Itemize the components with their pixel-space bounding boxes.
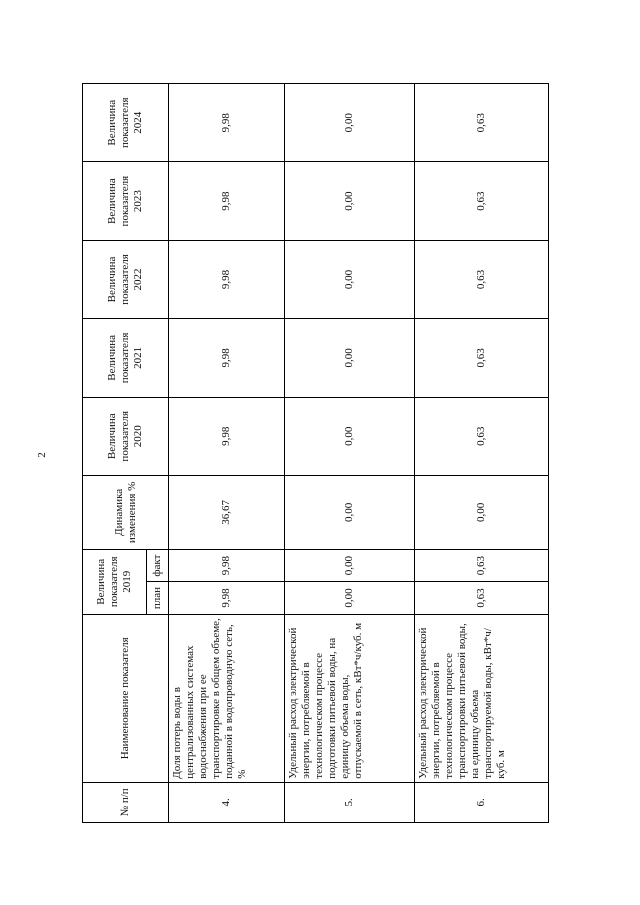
cell-2021: 9,98 (169, 319, 285, 397)
cell-2023: 9,98 (169, 162, 285, 240)
col-header-2023: Величина показателя 2023 (83, 162, 169, 240)
cell-2024: 0,00 (285, 84, 415, 162)
cell-2023: 0,00 (285, 162, 415, 240)
indicators-table-container (82, 83, 549, 823)
cell-plan-2019: 0,63 (415, 582, 549, 614)
table-row (169, 84, 285, 823)
indicators-table (82, 83, 549, 823)
cell-fact-2019: 0,00 (285, 549, 415, 581)
row-name: Доля потерь воды в централизованных системах водоснабжения при ее транспортировке в общем объеме, поданной в водопроводную сеть, % (169, 614, 285, 782)
row-name: Удельный расход электрической энергии, потребляемой в технологическом процессе транспортировки питьевой воды, на единицу объема транспортируемой воды, кВт*ч/куб. м (415, 614, 549, 782)
col-header-2020: Величина показателя 2020 (83, 397, 169, 475)
header-row-top (83, 84, 147, 823)
cell-2024: 9,98 (169, 84, 285, 162)
cell-dynamics: 0,00 (285, 475, 415, 549)
col-header-num: № п/п (83, 782, 169, 822)
cell-2022: 9,98 (169, 240, 285, 318)
cell-dynamics: 36,67 (169, 475, 285, 549)
col-header-2022: Величина показателя 2022 (83, 240, 169, 318)
cell-2022: 0,00 (285, 240, 415, 318)
col-header-dynamics: Динамика изменения % (83, 475, 169, 549)
cell-plan-2019: 0,00 (285, 582, 415, 614)
cell-2024: 0,63 (415, 84, 549, 162)
cell-2020: 9,98 (169, 397, 285, 475)
cell-2020: 0,00 (285, 397, 415, 475)
cell-plan-2019: 9,98 (169, 582, 285, 614)
col-header-plan: план (147, 582, 169, 614)
cell-dynamics: 0,00 (415, 475, 549, 549)
cell-2021: 0,63 (415, 319, 549, 397)
table-row (285, 84, 415, 823)
col-header-name: Наименование показателя (83, 614, 169, 782)
row-num: 6. (415, 782, 549, 822)
row-name: Удельный расход электрической энергии, потребляемой в технологическом процессе подготовки питьевой воды, на единицу объема воды, отпускаемой в сеть, кВт*ч/куб. м (285, 614, 415, 782)
col-header-2021: Величина показателя 2021 (83, 319, 169, 397)
cell-2021: 0,00 (285, 319, 415, 397)
col-header-fact: факт (147, 549, 169, 581)
cell-2020: 0,63 (415, 397, 549, 475)
cell-fact-2019: 0,63 (415, 549, 549, 581)
row-num: 4. (169, 782, 285, 822)
col-header-2019: Величина показателя 2019 (83, 549, 147, 614)
cell-2022: 0,63 (415, 240, 549, 318)
row-num: 5. (285, 782, 415, 822)
cell-2023: 0,63 (415, 162, 549, 240)
page-number: 2 (36, 452, 48, 458)
table-row (415, 84, 549, 823)
col-header-2024: Величина показателя 2024 (83, 84, 169, 162)
rotated-table-frame (82, 83, 549, 823)
cell-fact-2019: 9,98 (169, 549, 285, 581)
